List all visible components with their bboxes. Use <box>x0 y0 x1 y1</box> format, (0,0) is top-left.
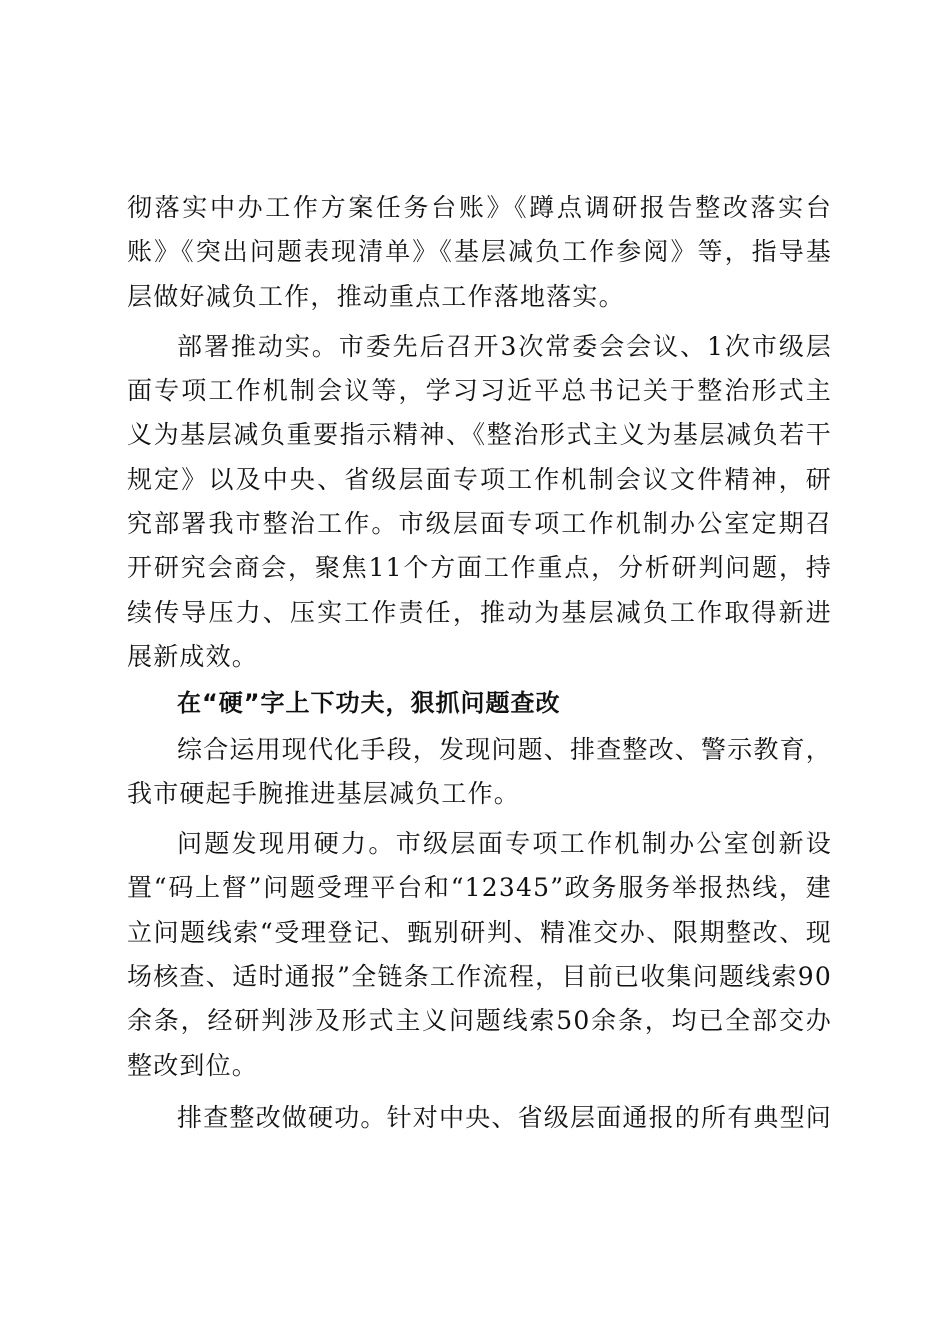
paragraph-intro: 综合运用现代化手段，发现问题、排查整改、警示教育，我市硬起手腕推进基层减负工作。 <box>127 734 833 808</box>
paragraph-deployment: 部署推动实。市委先后召开3次常委会会议、1次市级层面专项工作机制会议等，学习习近平总书记关于整治形式主义为基层减负重要指示精神、《整治形式主义为基层减负若干规定》以及中央、省级层面专项工作机制会议文件精神，研究部署我市整治工作。市级层面专项工作机制办公室定期召开研究会商会，聚焦11个方面工作重点，分析研判问题，持续传导压力、压实工作责任，推动为基层减负工作取得新进展新成效。 <box>127 331 832 671</box>
paragraph-continuation: 彻落实中办工作方案任务台账》《蹲点调研报告整改落实台账》《突出问题表现清单》《基层减负工作参阅》等，指导基层做好减负工作，推动重点工作落地落实。 <box>127 193 832 311</box>
document-body <box>127 186 832 1140</box>
paragraph-rectification: 排查整改做硬功。针对中央、省级层面通报的所有典型问 <box>177 1102 833 1132</box>
paragraph-problem-discovery: 问题发现用硬力。市级层面专项工作机制办公室创新设置“码上督”问题受理平台和“12345”政务服务举报热线，建立问题线索“受理登记、甄别研判、精准交办、限期整改、现场核查、适时通报”全链条工作流程，目前已收集问题线索90余条，经研判涉及形式主义问题线索50余条，均已全部交办整改到位。 <box>127 829 832 1080</box>
section-heading: 在“硬”字上下功夫，狠抓问题查改 <box>177 689 561 718</box>
